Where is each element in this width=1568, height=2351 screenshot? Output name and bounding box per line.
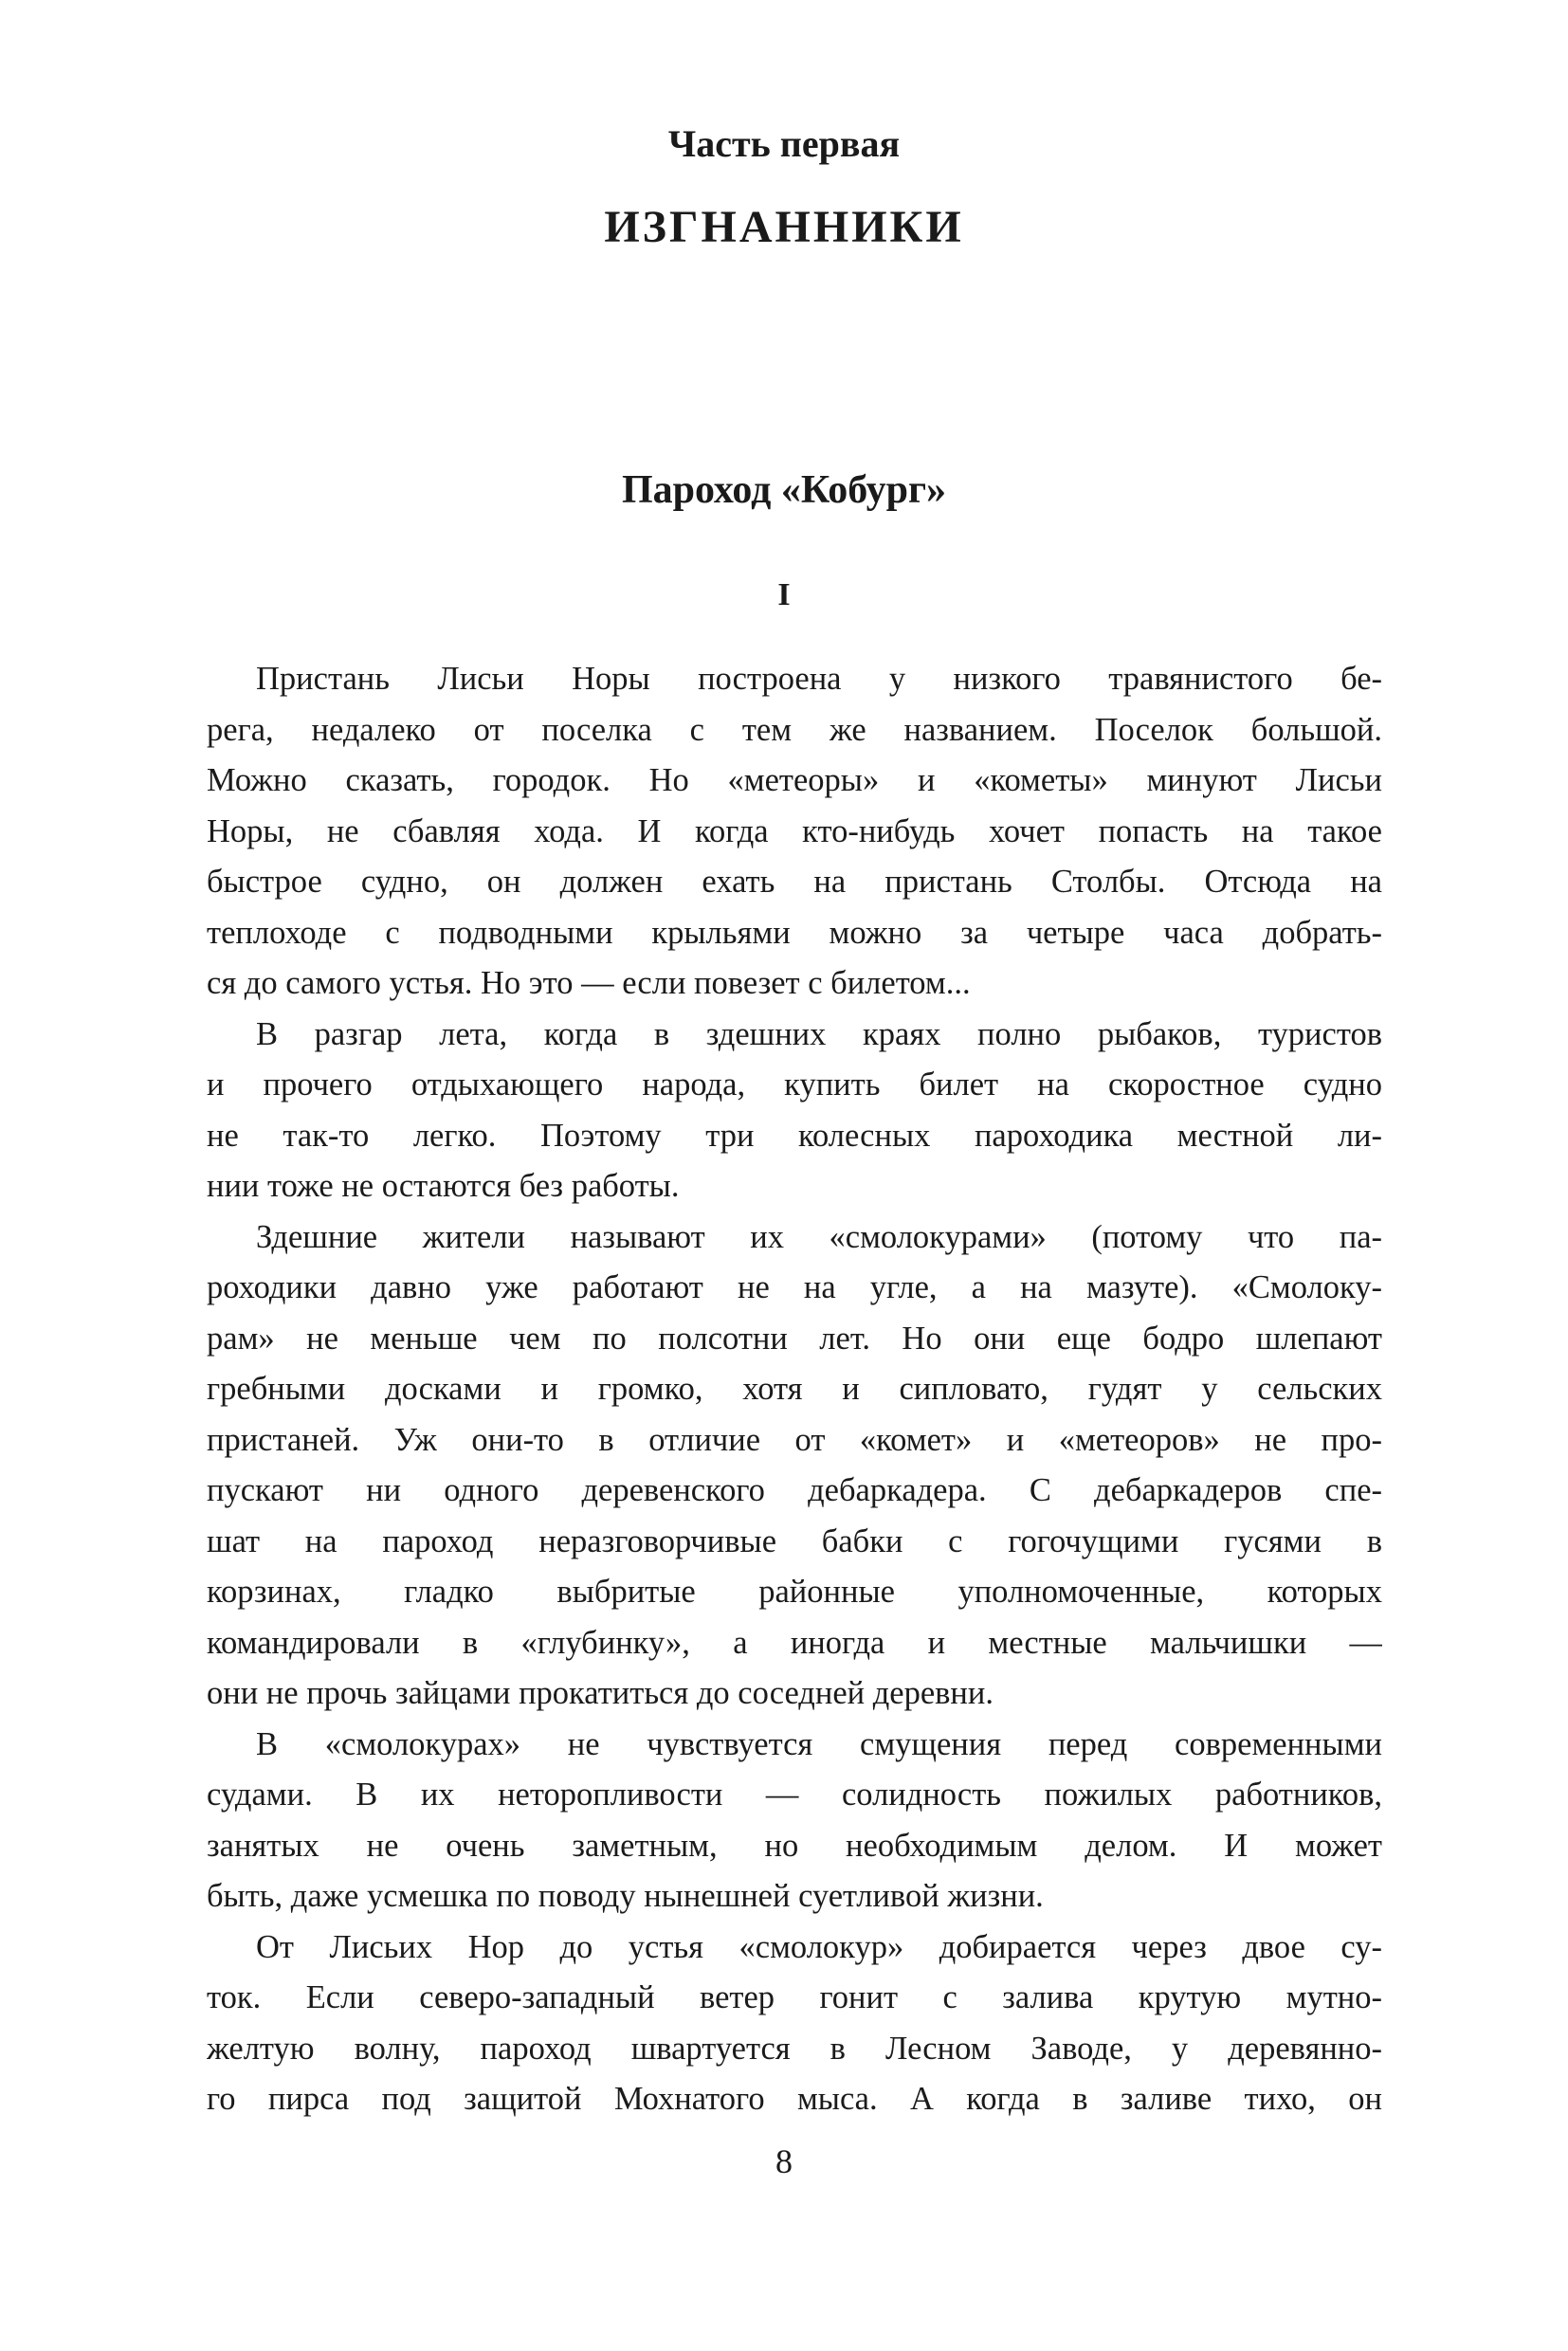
part-subtitle: ИЗГНАННИКИ (604, 202, 964, 252)
text-line: желтую волну, пароход швартуется в Лесном Заводе, у деревянно- (207, 2030, 1382, 2067)
text-line: судами. В их неторопливости — солидность пожилых работников, (207, 1777, 1382, 1813)
text-line: занятых не очень заметным, но необходимым делом. И может (207, 1827, 1382, 1864)
text-line: и прочего отдыхающего народа, купить билет на скоростное судно (207, 1066, 1382, 1103)
text-line: Можно сказать, городок. Но «метеоры» и «кометы» минуют Лисьи (207, 762, 1382, 798)
page-number: 8 (775, 2142, 793, 2180)
text-line: пускают ни одного деревенского дебаркадера. С дебаркадеров спе- (207, 1472, 1382, 1508)
paragraph (207, 1720, 1382, 1923)
text-line: От Лисьих Нор до устья «смолокур» добирается через двое су- (256, 1928, 1382, 1965)
text-line: быть, даже усмешка по поводу нынешней суетливой жизни. (207, 1878, 1044, 1914)
text-line: ся до самого устья. Но это — если повезет с билетом... (207, 965, 971, 1001)
chapter-title: Пароход «Кобург» (621, 468, 947, 512)
text-line: Пристань Лисьи Норы построена у низкого травянистого бе- (256, 661, 1382, 697)
text-line: пристаней. Уж они-то в отличие от «комет» и «метеоров» не про- (207, 1421, 1382, 1458)
text-line: не так-то легко. Поэтому три колесных пароходика местной ли- (207, 1117, 1382, 1154)
text-line: они не прочь зайцами прокатиться до соседней деревни. (207, 1675, 994, 1711)
body-text (207, 654, 1382, 2125)
text-line: ток. Если северо-западный ветер гонит с залива крутую мутно- (207, 1979, 1382, 2015)
text-line: Норы, не сбавляя хода. И когда кто-нибудь хочет попасть на такое (207, 812, 1382, 849)
text-line: рам» не меньше чем по полсотни лет. Но они еще бодро шлепают (207, 1320, 1382, 1357)
paragraph (207, 1923, 1382, 2125)
text-line: В разгар лета, когда в здешних краях полно рыбаков, туристов (256, 1015, 1382, 1052)
text-line: Здешние жители называют их «смолокурами» (потому что па- (256, 1218, 1382, 1255)
text-line: шат на пароход неразговорчивые бабки с гогочущими гусями в (207, 1522, 1382, 1559)
text-line: командировали в «глубинку», а иногда и местные мальчишки — (207, 1624, 1382, 1661)
text-line: быстрое судно, он должен ехать на пристань Столбы. Отсюда на (207, 864, 1382, 900)
paragraph (207, 1212, 1382, 1720)
paragraph (207, 1010, 1382, 1212)
text-line: корзинах, гладко выбритые районные уполномоченные, которых (207, 1574, 1382, 1610)
part-title: Часть первая (667, 122, 901, 165)
text-line: В «смолокурах» не чувствуется смущения перед современными (256, 1725, 1382, 1762)
paragraph (207, 654, 1382, 1010)
text-line: го пирса под защитой Мохнатого мыса. А когда в заливе тихо, он (207, 2081, 1382, 2117)
text-line: теплоходе с подводными крыльями можно за четыре часа добрать- (207, 914, 1382, 951)
text-line: нии тоже не остаются без работы. (207, 1168, 680, 1204)
text-line: гребными досками и громко, хотя и сипловато, гудят у сельских (207, 1371, 1382, 1407)
text-line: роходики давно уже работают не на угле, а на мазуте). «Смолоку- (207, 1269, 1382, 1305)
section-number: I (777, 577, 791, 612)
text-line: рега, недалеко от поселка с тем же названием. Поселок большой. (207, 711, 1382, 748)
